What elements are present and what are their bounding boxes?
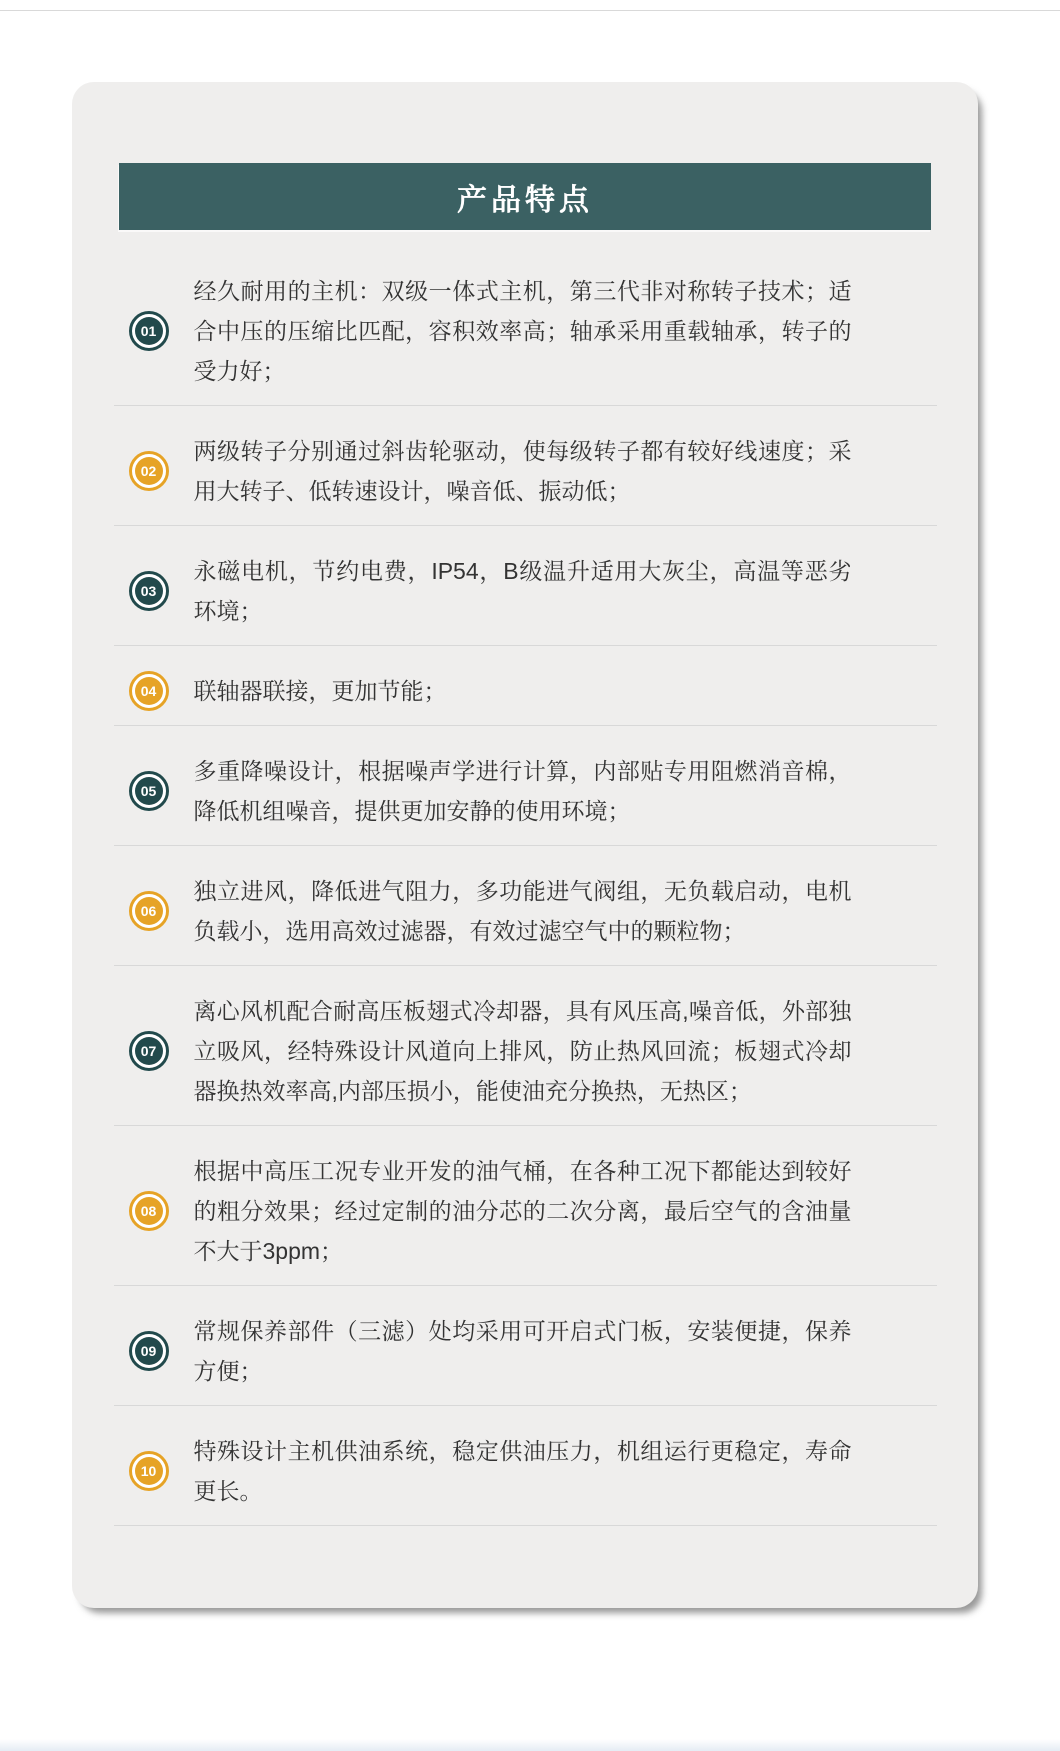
- feature-list: [114, 230, 937, 1526]
- feature-item: [114, 646, 937, 726]
- bottom-gradient: [0, 1739, 1060, 1751]
- feature-number-badge: [129, 1191, 169, 1231]
- feature-number: 04: [140, 683, 157, 699]
- feature-number: 05: [140, 783, 157, 799]
- product-features-card: [72, 82, 978, 1608]
- feature-number-badge-inner: [135, 577, 163, 605]
- feature-number: 06: [140, 903, 157, 919]
- feature-number-badge: [129, 1451, 169, 1491]
- feature-number: 02: [140, 463, 157, 479]
- feature-text: 联轴器联接，更加节能；: [193, 678, 447, 704]
- feature-number-badge-inner: [135, 677, 163, 705]
- feature-number-badge-inner: [135, 897, 163, 925]
- feature-number-badge-inner: [135, 1337, 163, 1365]
- feature-number-badge: [129, 771, 169, 811]
- feature-item: [114, 1286, 937, 1406]
- top-divider-line: [0, 10, 1060, 11]
- feature-number-badge: [129, 891, 169, 931]
- feature-number: 01: [140, 323, 157, 339]
- feature-number: 03: [140, 583, 157, 599]
- feature-number-badge: [129, 451, 169, 491]
- feature-text: 根据中高压工况专业开发的油气桶，在各种工况下都能达到较好的粗分效果；经过定制的油分芯的二次分离，最后空气的含油量不大于3ppm；: [193, 1158, 852, 1264]
- feature-text: 两级转子分别通过斜齿轮驱动，使每级转子都有较好线速度；采用大转子、低转速设计，噪音低、振动低；: [193, 438, 852, 504]
- feature-item: [114, 966, 937, 1126]
- feature-number: 10: [140, 1463, 157, 1479]
- feature-number-badge-inner: [135, 1037, 163, 1065]
- feature-item: [114, 1126, 937, 1286]
- feature-text: 经久耐用的主机：双级一体式主机，第三代非对称转子技术；适合中压的压缩比匹配，容积效率高；轴承采用重载轴承，转子的受力好；: [193, 278, 852, 384]
- feature-text: 常规保养部件（三滤）处均采用可开启式门板，安装便捷，保养方便；: [193, 1318, 852, 1384]
- feature-item: [114, 1406, 937, 1526]
- item-divider-line: [114, 1525, 937, 1526]
- feature-number-badge-inner: [135, 777, 163, 805]
- feature-number: 09: [140, 1343, 157, 1359]
- feature-number-badge-inner: [135, 317, 163, 345]
- feature-number: 08: [140, 1203, 157, 1219]
- feature-text: 永磁电机，节约电费，IP54，B级温升适用大灰尘，高温等恶劣环境；: [193, 558, 852, 624]
- feature-number-badge-inner: [135, 1457, 163, 1485]
- feature-text: 特殊设计主机供油系统，稳定供油压力，机组运行更稳定，寿命更长。: [193, 1438, 852, 1504]
- feature-number: 07: [140, 1043, 157, 1059]
- feature-number-badge: [129, 311, 169, 351]
- feature-number-badge-inner: [135, 1197, 163, 1225]
- feature-number-badge: [129, 1331, 169, 1371]
- feature-item: [114, 846, 937, 966]
- feature-number-badge: [129, 571, 169, 611]
- section-header-bar: [119, 163, 931, 230]
- feature-number-badge: [129, 671, 169, 711]
- feature-item: [114, 726, 937, 846]
- feature-item: [114, 406, 937, 526]
- feature-text: 独立进风，降低进气阻力，多功能进气阀组，无负载启动，电机负载小，选用高效过滤器，有效过滤空气中的颗粒物；: [193, 878, 852, 944]
- feature-item: [114, 246, 937, 406]
- feature-text: 离心风机配合耐高压板翅式冷却器，具有风压高,噪音低，外部独立吸风，经特殊设计风道向上排风，防止热风回流；板翅式冷却器换热效率高,内部压损小，能使油充分换热，无热区；: [193, 998, 852, 1104]
- feature-text: 多重降噪设计，根据噪声学进行计算，内部贴专用阻燃消音棉，降低机组噪音，提供更加安静的使用环境；: [193, 758, 852, 824]
- feature-number-badge: [129, 1031, 169, 1071]
- section-title: 产品特点: [457, 183, 593, 217]
- feature-number-badge-inner: [135, 457, 163, 485]
- feature-item: [114, 526, 937, 646]
